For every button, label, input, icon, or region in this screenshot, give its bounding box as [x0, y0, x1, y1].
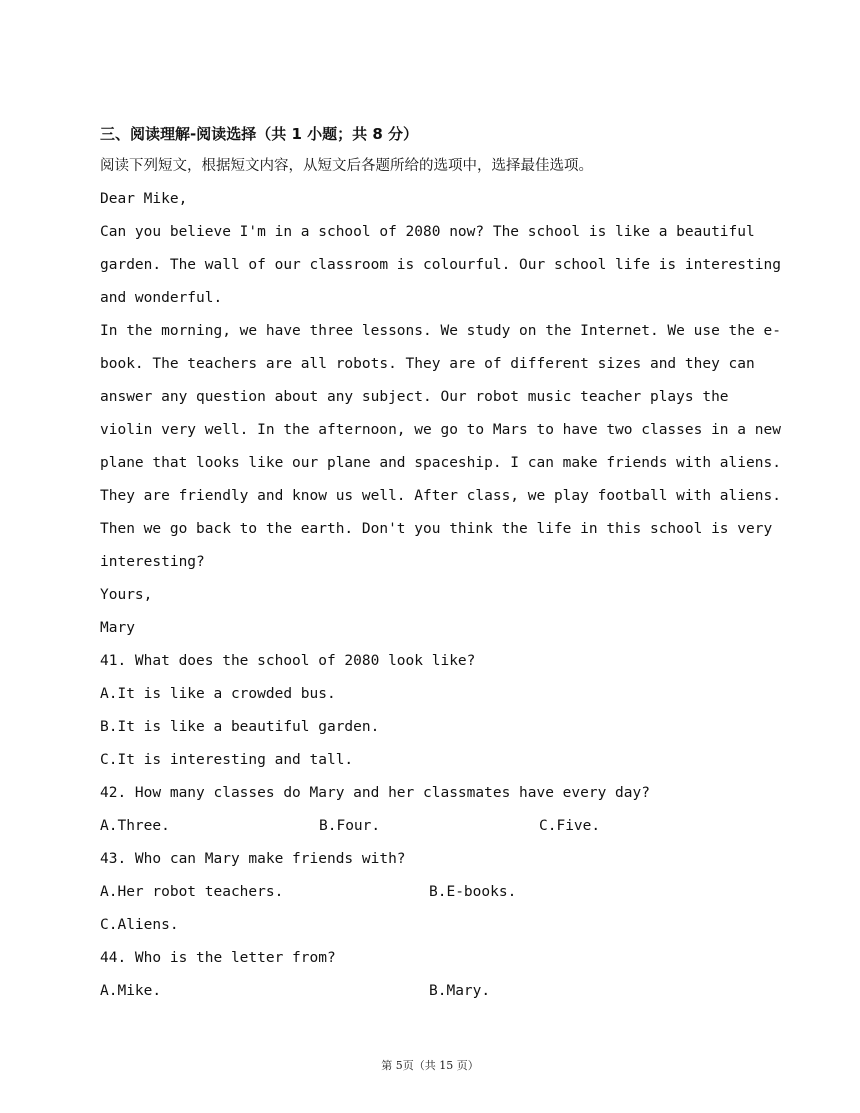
letter-line: In the morning, we have three lessons. We study on the Internet. We use the e- [100, 323, 781, 339]
letter-line: and wonderful. [100, 290, 223, 306]
question-43-option-a: A.Her robot teachers. [100, 884, 284, 900]
question-44-option-a: A.Mike. [100, 983, 162, 999]
question-43-stem: 43. Who can Mary make friends with? [100, 851, 406, 867]
letter-line: answer any question about any subject. Our robot music teacher plays the [100, 389, 729, 405]
question-42-option-b: B.Four. [319, 818, 381, 834]
question-41-option-c: C.It is interesting and tall. [100, 752, 354, 768]
question-43-option-b: B.E-books. [429, 884, 517, 900]
question-41-option-b: B.It is like a beautiful garden. [100, 719, 380, 735]
section-instruction: 阅读下列短文，根据短文内容，从短文后各题所给的选项中，选择最佳选项。 [100, 158, 593, 174]
question-41-option-a: A.It is like a crowded bus. [100, 686, 336, 702]
question-42-stem: 42. How many classes do Mary and her classmates have every day? [100, 785, 650, 801]
question-41-stem: 41. What does the school of 2080 look like? [100, 653, 476, 669]
letter-line: violin very well. In the afternoon, we go to Mars to have two classes in a new [100, 422, 781, 438]
letter-line: Can you believe I'm in a school of 2080 now? The school is like a beautiful [100, 224, 755, 240]
question-44-options [100, 975, 780, 1008]
question-42-option-a: A.Three. [100, 818, 170, 834]
letter-closing: Yours, [100, 587, 153, 603]
section-heading: 三、阅读理解-阅读选择（共 1 小题；共 8 分） [100, 125, 418, 143]
letter-line: book. The teachers are all robots. They are of different sizes and they can [100, 356, 755, 372]
document-page [100, 118, 780, 1008]
question-42-options [100, 810, 780, 843]
letter-line: garden. The wall of our classroom is colourful. Our school life is interesting [100, 257, 781, 273]
letter-line: interesting? [100, 554, 205, 570]
question-43-option-c: C.Aliens. [100, 917, 179, 933]
question-44-stem: 44. Who is the letter from? [100, 950, 336, 966]
page-footer: 第 5页（共 15 页） [381, 1059, 479, 1072]
question-43-options [100, 876, 780, 909]
question-42-option-c: C.Five. [539, 818, 601, 834]
letter-line: They are friendly and know us well. After class, we play football with aliens. [100, 488, 781, 504]
question-44-option-b: B.Mary. [429, 983, 491, 999]
letter-line: Then we go back to the earth. Don't you think the life in this school is very [100, 521, 773, 537]
letter-greeting: Dear Mike, [100, 191, 188, 207]
letter-line: plane that looks like our plane and spaceship. I can make friends with aliens. [100, 455, 781, 471]
letter-signature: Mary [100, 620, 135, 636]
